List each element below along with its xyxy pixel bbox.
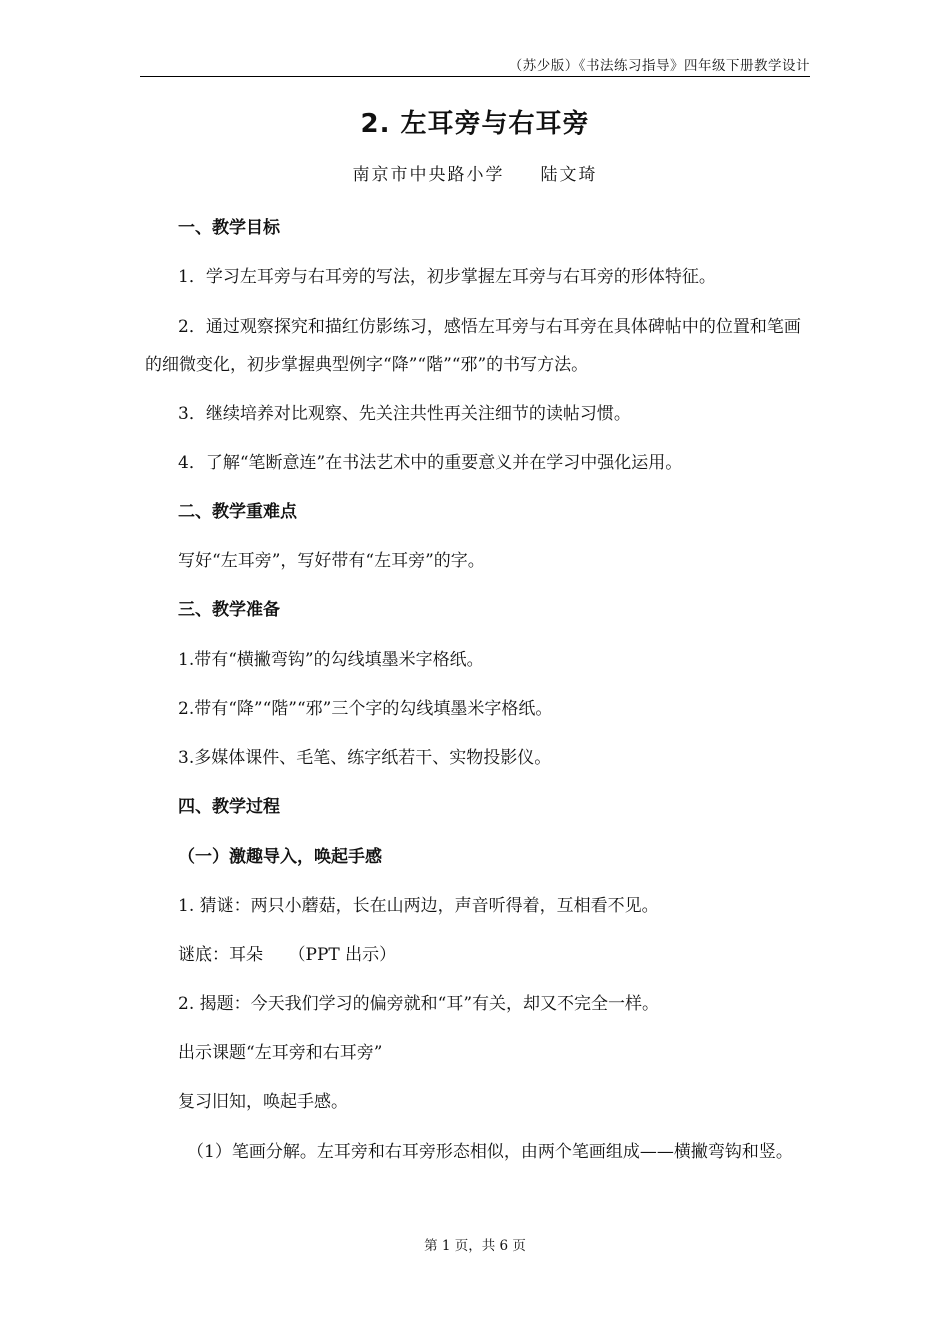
- goal-4: 4．了解“笔断意连”在书法艺术中的重要意义并在学习中强化运用。: [178, 453, 683, 473]
- subsection-heading-1: （一）激趣导入，唤起手感: [178, 847, 382, 867]
- author-school: 南京市中央路小学: [352, 165, 505, 185]
- prep-item-3: 3.多媒体课件、毛笔、练字纸若干、实物投影仪。: [178, 748, 552, 768]
- goal-2: 2．通过观察探究和描红仿影练习，感悟左耳旁与右耳旁在具体碑帖中的位置和笔画的细微变化，初步掌握典型例字“降”“階”“邪”的书写方法。: [145, 317, 801, 375]
- page-header: （苏少版）《书法练习指导》四年级下册教学设计: [140, 54, 810, 77]
- riddle-text: 1. 猜谜：两只小蘑菇，长在山两边，声音听得着，互相看不见。: [178, 896, 659, 916]
- author-line: [0, 160, 950, 185]
- prep-heading: 三、教学准备: [178, 600, 280, 620]
- page-title: 2. 左耳旁与右耳旁: [360, 109, 590, 139]
- page-footer: 第 1 页，共 6 页: [424, 1238, 526, 1254]
- stroke-split-text: （1）笔画分解。左耳旁和右耳旁形态相似，由两个笔画组成——横撇弯钩和竖。: [187, 1142, 793, 1162]
- goals-heading: 一、教学目标: [178, 218, 280, 238]
- goal-3: 3．继续培养对比观察、先关注共性再关注细节的读帖习惯。: [178, 404, 631, 424]
- prep-item-2: 2.带有“降”“階”“邪”三个字的勾线填墨米字格纸。: [178, 699, 553, 719]
- review-text: 复习旧知，唤起手感。: [178, 1092, 348, 1112]
- author-name: 陆文琦: [540, 165, 598, 185]
- keypoints-text: 写好“左耳旁”，写好带有“左耳旁”的字。: [178, 551, 485, 571]
- process-heading: 四、教学过程: [178, 797, 280, 817]
- keypoints-heading: 二、教学重难点: [178, 502, 297, 522]
- prep-item-1: 1.带有“横撇弯钩”的勾线填墨米字格纸。: [178, 650, 484, 670]
- goal-1: 1．学习左耳旁与右耳旁的写法，初步掌握左耳旁与右耳旁的形体特征。: [178, 267, 716, 287]
- riddle-answer: 谜底：耳朵 （PPT 出示）: [178, 945, 397, 965]
- reveal-text: 2. 揭题：今天我们学习的偏旁就和“耳”有关，却又不完全一样。: [178, 994, 660, 1014]
- show-title-text: 出示课题“左耳旁和右耳旁”: [178, 1043, 383, 1063]
